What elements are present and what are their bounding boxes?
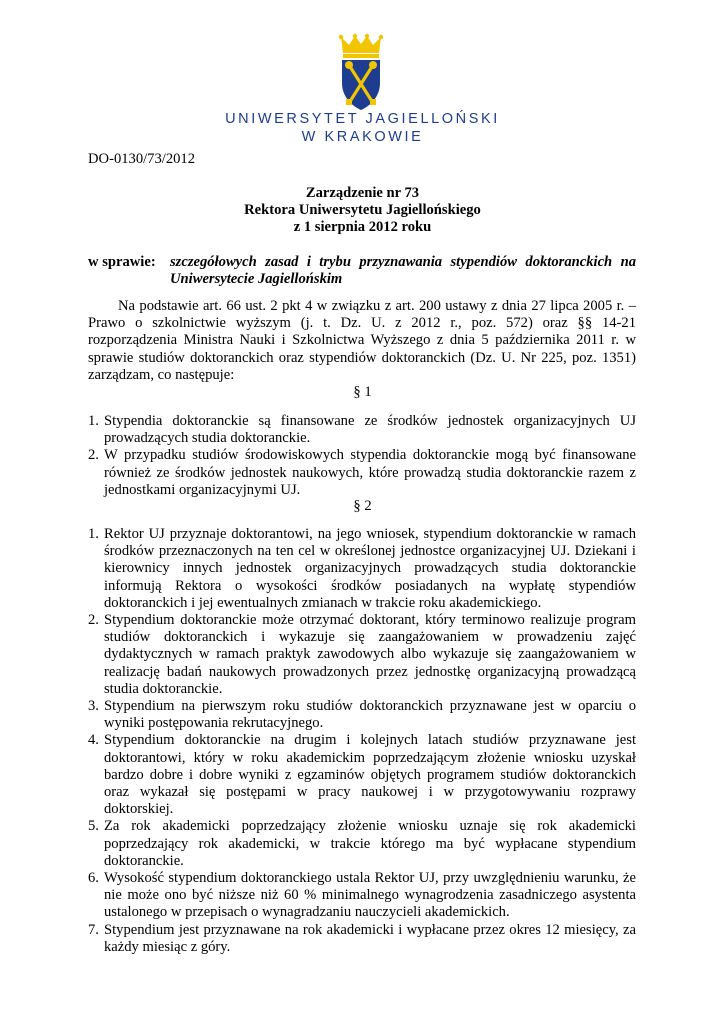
- item-text: Wysokość stypendium doktoranckiego ustala Rektor UJ, przy uwzględnieniu warunku, że nie może ono być niższe niż 60 % minimalnego wynagrodzenia zasadniczego asystenta ustalonego w przepisach o wynagradzaniu nauczycieli akademickich.: [104, 870, 636, 921]
- subject-text: szczegółowych zasad i trybu przyznawania stypendiów doktoranckich na Uniwersytecie Jagiellońskim: [170, 254, 636, 288]
- item-text: Stypendium jest przyznawane na rok akademicki i wypłacane przez okres 12 miesięcy, za każdy miesiąc z góry.: [104, 921, 636, 955]
- section-heading-2: § 2: [353, 498, 372, 514]
- item-text: Za rok akademicki poprzedzający złożenie wniosku uznaje się rok akademicki poprzedzający rok akademicki, w trakcie którego ma być wypłacane stypendium doktoranckie.: [104, 818, 636, 869]
- list-item: [88, 922, 636, 956]
- list-item: [88, 732, 636, 818]
- item-text: Stypendia doktoranckie są finansowane ze środków jednostek organizacyjnych UJ prowadzących studia doktoranckie.: [104, 413, 636, 447]
- item-number: 7.: [88, 921, 99, 938]
- item-number: 5.: [88, 818, 99, 835]
- item-number: 1.: [88, 413, 99, 429]
- intro-paragraph: Na podstawie art. 66 ust. 2 pkt 4 w związku z art. 200 ustawy z dnia 27 lipca 2005 r. – Prawo o szkolnictwie wyższym (j. t. Dz. U. z 2012 r., poz. 572) oraz §§ 14-21 rozporządzenia Ministra Nauki i Szkolnictwa Wyższego z dnia 5 października 2011 r. w sprawie studiów doktoranckich oraz stypendiów doktoranckich (Dz. U. Nr 225, poz. 1351) zarządzam, co następuje:: [88, 298, 636, 383]
- section-1-list: [88, 413, 636, 499]
- title-line-3: z 1 sierpnia 2012 roku: [293, 219, 432, 236]
- crest-crossed-scepters-icon: [337, 33, 385, 113]
- item-number: 2.: [88, 447, 99, 464]
- document-title: [0, 185, 725, 237]
- item-number: 2.: [88, 612, 99, 629]
- item-number: 1.: [88, 526, 99, 542]
- item-number: 3.: [88, 698, 99, 715]
- list-item: [88, 413, 636, 447]
- item-text: W przypadku studiów środowiskowych stypendia doktoranckie mogą być finansowane również ze środków jednostek naukowych, które prowadzą studia doktoranckie razem z jednostkami organizacyjnymi UJ.: [104, 447, 636, 498]
- subject-label: w sprawie:: [88, 254, 156, 270]
- item-text: Stypendium doktoranckie na drugim i kolejnych latach studiów przyznawane jest doktorantowi, który w roku akademickim poprzedzającym złożenie wniosku uzyskał bardzo dobre i dobre wyniki z egzaminów objętych programem studiów doktoranckich oraz wykazał się postępami w pracy naukowej i w przygotowywaniu rozprawy doktorskiej.: [104, 732, 636, 818]
- list-item: [88, 818, 636, 870]
- university-name-line1: UNIWERSYTET JAGIELLOŃSKI: [225, 111, 500, 127]
- item-text: Rektor UJ przyznaje doktorantowi, na jego wniosek, stypendium doktoranckie w ramach środków przeznaczonych na ten cel w określonej jednostce organizacyjnej UJ. Dziekani i kierownicy innych jednostek organizacyjnych prowadzących studia doktoranckie informują Rektora o wysokości środków posiadanych na wypłatę stypendiów doktoranckich i jej ewentualnych zmianach w trakcie roku akademickiego.: [104, 526, 636, 611]
- item-number: 6.: [88, 870, 99, 887]
- list-item: [88, 698, 636, 732]
- item-number: 4.: [88, 732, 99, 749]
- title-line-1: Zarządzenie nr 73: [305, 185, 420, 201]
- university-name-line2: W KRAKOWIE: [301, 129, 424, 145]
- list-item: [88, 447, 636, 499]
- section-heading-1: § 1: [353, 384, 372, 400]
- document-number: DO-0130/73/2012: [88, 151, 196, 167]
- title-line-2: Rektora Uniwersytetu Jagiellońskiego: [244, 202, 481, 219]
- list-item: [88, 526, 636, 612]
- section-2-list: [88, 526, 636, 956]
- item-text: Stypendium doktoranckie może otrzymać doktorant, który terminowo realizuje program studiów doktoranckich i wykazuje się zaangażowaniem w prowadzeniu zajęć dydaktycznych w ramach praktyk zawodowych albo wykazuje się zaangażowaniem w realizację badań naukowych prowadzonych przez jednostkę organizacyjną prowadzącą studia doktoranckie.: [104, 612, 636, 697]
- item-text: Stypendium na pierwszym roku studiów doktoranckich przyznawane jest w oparciu o wyniki postępowania rekrutacyjnego.: [104, 698, 636, 732]
- list-item: [88, 612, 636, 698]
- list-item: [88, 870, 636, 922]
